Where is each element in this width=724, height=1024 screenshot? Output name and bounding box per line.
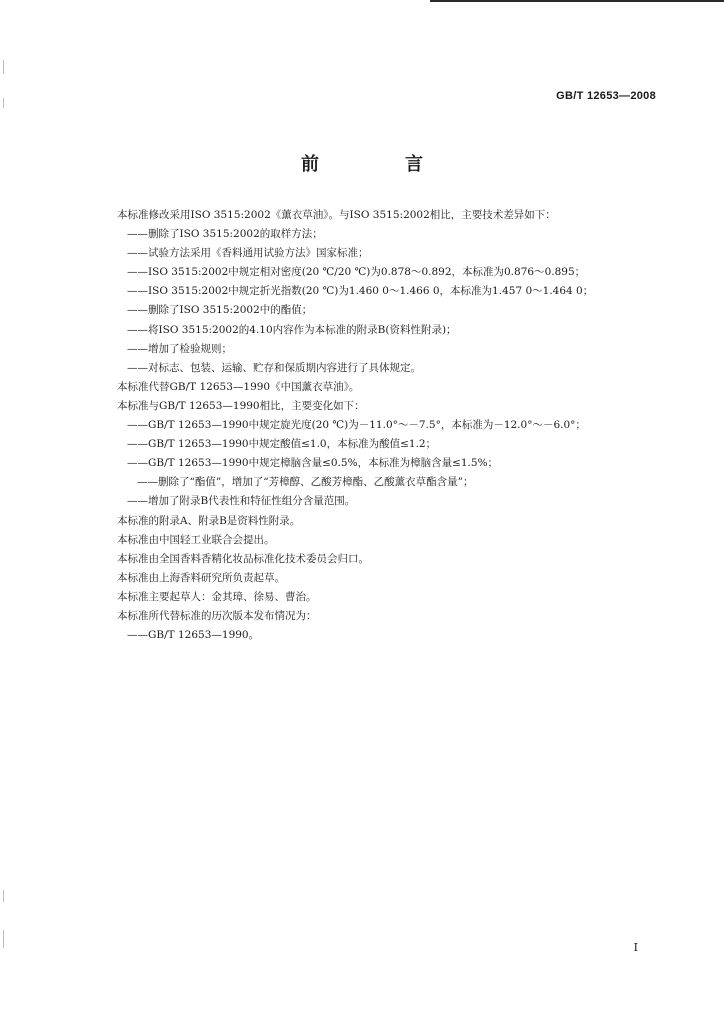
text-line: ——增加了检验规则； (127, 342, 232, 355)
text-line: ——增加了附录B代表性和特征性组分含量范围。 (127, 495, 356, 508)
text-line: ——删除了“酯值”，增加了“芳樟醇、乙酸芳樟酯、乙酸薰衣草酯含量”； (137, 476, 474, 489)
text-line: ——试验方法采用《香料通用试验方法》国家标准； (127, 247, 369, 260)
text-line: 本标准主要起草人：金其璋、徐易、曹治。 (117, 590, 317, 603)
foreword-body (117, 206, 657, 645)
top-rule (430, 0, 724, 2)
scan-mark (3, 60, 4, 74)
text-line: 本标准与GB/T 12653—1990相比，主要变化如下： (117, 399, 365, 412)
text-line: 本标准所代替标准的历次版本发布情况为： (117, 609, 317, 622)
page-number: I (633, 941, 638, 954)
text-line: 本标准由上海香料研究所负责起草。 (117, 571, 285, 584)
text-line: ——删除了ISO 3515:2002中的酯值； (127, 304, 313, 317)
scan-mark (3, 930, 4, 948)
scan-mark (3, 890, 4, 902)
text-line: 本标准代替GB/T 12653—1990《中国薰衣草油》。 (117, 380, 360, 393)
text-line: ——对标志、包装、运输、贮存和保质期内容进行了具体规定。 (127, 361, 421, 374)
scan-mark (3, 98, 4, 108)
text-line: 本标准由全国香料香精化妆品标准化技术委员会归口。 (117, 552, 369, 565)
text-line: ——将ISO 3515:2002的4.10内容作为本标准的附录B(资料性附录)； (127, 323, 457, 336)
text-line: ——删除了ISO 3515:2002的取样方法； (127, 228, 323, 241)
text-line: ——ISO 3515:2002中规定相对密度(20 ℃/20 ℃)为0.878～0.892，本标准为0.876～0.895； (127, 266, 586, 279)
text-line: 本标准修改采用ISO 3515:2002《薰衣草油》。与ISO 3515:2002相比，主要技术差异如下： (117, 209, 556, 221)
text-line: ——GB/T 12653—1990中规定旋光度(20 ℃)为－11.0°～－7.5°，本标准为－12.0°～－6.0°； (127, 419, 586, 432)
text-line: ——GB/T 12653—1990中规定樟脑含量≤0.5%，本标准为樟脑含量≤1.5%； (127, 457, 499, 470)
text-line: 本标准的附录A、附录B是资料性附录。 (117, 514, 301, 527)
text-line: ——GB/T 12653—1990。 (127, 629, 260, 642)
text-line: 本标准由中国轻工业联合会提出。 (117, 533, 275, 546)
page-title: 前 言 (301, 154, 457, 175)
text-line: ——ISO 3515:2002中规定折光指数(20 ℃)为1.460 0～1.466 0，本标准为1.457 0～1.464 0； (127, 285, 594, 298)
standard-id: GB/T 12653—2008 (556, 90, 656, 102)
text-line: ——GB/T 12653—1990中规定酸值≤1.0，本标准为酸值≤1.2； (127, 438, 437, 451)
